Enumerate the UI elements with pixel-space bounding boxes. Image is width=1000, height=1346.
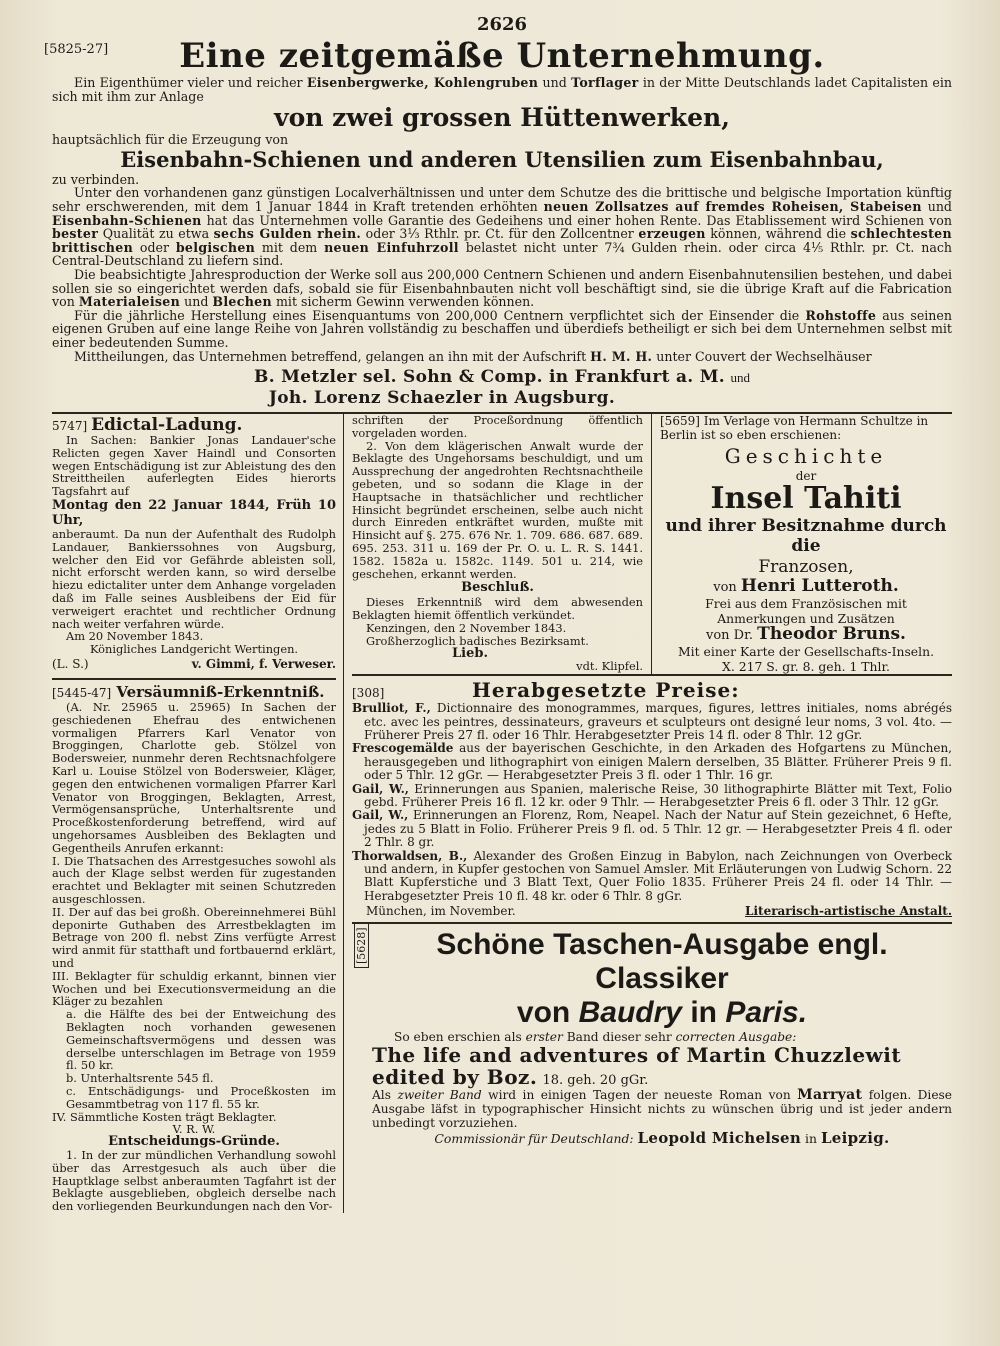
- ad-headline: Eine zeitgemäße Unternehmung.: [179, 36, 825, 76]
- ad-reference: [5825-27]: [44, 42, 109, 57]
- ad-keyword: neuen Einfuhrzoll: [324, 239, 459, 255]
- classics-text: Als: [372, 1088, 391, 1103]
- classics-emphasis: zweiter Band: [397, 1088, 482, 1103]
- ad-keyword: Materialeisen: [78, 294, 181, 310]
- city-name: Paris.: [725, 996, 808, 1030]
- classics-commissioner: [372, 1130, 952, 1147]
- top-advertisement: [44, 36, 952, 409]
- price-item-text: Erinnerungen aus Spanien, malerische Reise, 30 lithographirte Blätter mit Text, Folio gebd. Früherer Preis 16 fl. 12 kr. oder 9 Thlr. — Herabgesetzter Preis 6 fl. oder 3 Thlr. 12 gGr.: [364, 781, 952, 809]
- ad-paragraph-4: [52, 309, 952, 350]
- ad-paragraph-3: [52, 268, 952, 309]
- prices-signature: [352, 903, 952, 924]
- ad-keyword: belgischen: [175, 239, 256, 255]
- book-translation-note: Frei aus dem Französischen mit Anmerkungen und Zusätzen: [705, 596, 907, 627]
- editor-name: Theodor Bruns.: [757, 624, 906, 645]
- ad-text: mit sicherm Gewinn verwenden können.: [275, 294, 535, 310]
- edict-date: Montag den 22 Januar 1844, Früh 10 Uhr,: [52, 498, 336, 529]
- classics-text: Band dieser sehr: [566, 1030, 672, 1045]
- right-area: [344, 414, 952, 1213]
- ad-text: Ein Eigenthümer vieler und reicher: [74, 75, 303, 90]
- firm-name: B. Metzler sel. Sohn & Comp. in Frankfurt a. M.: [254, 367, 726, 388]
- edict-date-place: Am 20 November 1843.: [66, 629, 204, 644]
- reduced-prices-notice: [352, 674, 952, 924]
- ad-display-line-2: Eisenbahn-Schienen und anderen Utensilien zum Eisenbahnbau,: [120, 146, 884, 172]
- city-name: Leipzig.: [820, 1129, 890, 1148]
- price-item-lead: Gail, W.,: [352, 808, 409, 823]
- edict-text: In Sachen: Bankier Jonas Landauer'sche Relicten gegen Xaver Haindl und Consorten wegen Entschädigung ist zur Ableistung des den Streittheilen auferlegten Eides hierorts Tagsfahrt auf: [52, 433, 336, 499]
- price-item-text: Alexander des Großen Einzug in Babylon, nach Zeichnungen von Overbeck und andern, in Kupfer gestochen von Samuel Amsler. Mit Erläuterungen von Ludwig Schorn. 22 Blatt Kupferstiche und 3 Blatt Text, Quer Folio 1835. Früherer Preis 24 fl. oder 14 Thlr. — Herabgesetzter Preis 10 fl. 48 kr. oder 6 Thlr. 8 gGr.: [364, 848, 952, 903]
- book-map-note: Mit einer Karte der Gesellschafts-Inseln.: [677, 644, 935, 660]
- judgment-item: II. Der auf das bei großh. Obereinnehmerei Bühl deponirte Guthaben des Arrestbeklagten im Betrage von 200 fl. nebst Zins verfügte Arrest wird anmit für statthaft und fortbauernd erklärt, und: [52, 904, 336, 970]
- classics-text: in: [690, 996, 717, 1030]
- english-classics-ad: [352, 924, 952, 1147]
- edict-heading: [52, 414, 336, 434]
- judgment-subitem: a. die Hälfte des bei der Entweichung des Beklagten noch vorhanden gewesenen Gemeinschaftsvermögens und dessen was derselbe unterschlagen im Betrage von 1959 fl. 50 kr.: [66, 1007, 336, 1073]
- book-text: von Dr.: [706, 628, 754, 644]
- default-judgment-text: (A. Nr. 25965 u. 25965) In Sachen der geschiedenen Ehefrau des entwichenen vormaligen Pfarrers Karl Venator von Broggingen, Charlotte geb. Stölzel von Bodersweier, nunmehr deren Rechtsnachfolgere Karl u. Louise Stölzel von Bodersweier, Kläger, gegen den entwichenen vormaligen Pfarrer Karl Venator von Broggingen, Beklagten, Arrest, Vermögensansprüche, Unterhaltsrente und Proceßkostenforderung betreffend, wird auf ungehorsames Ausbleiben des Beklagten und Gegentheils Anrufen erkannt:: [52, 700, 336, 855]
- price-item-lead: Gail, W.,: [352, 781, 409, 796]
- ad-text: Die beabsichtigte Jahresproduction der Werke soll aus 200,000 Centnern Schienen und andern Eisenbahnutensilien bestehen, und dabei sollen sie so eingerichtet werden dafs, sobald sie für Eisenbahnbauten nicht voll beschäftigt sind, sie die übrige Kraft auf die Fabrication von: [52, 266, 952, 310]
- classics-subtitle: [372, 996, 952, 1030]
- decision-countersign: vdt. Klipfel.: [576, 659, 643, 674]
- notice-title: Herabgesetzte Preise:: [472, 678, 740, 703]
- price-item: [352, 783, 952, 810]
- ad-text: und: [730, 370, 750, 386]
- notice-reference: [308]: [352, 686, 385, 701]
- ad-keyword: H. M. H.: [590, 348, 653, 364]
- notice-reference: [5445-47]: [52, 686, 112, 701]
- edict-court: Königliches Landgericht Wertingen.: [89, 642, 299, 657]
- decision-court: Großherzoglich badisches Bezirksamt.: [366, 633, 589, 648]
- decision-signer: Lieb.: [452, 645, 488, 661]
- price-item-lead: Brulliot, F.,: [352, 701, 431, 716]
- decision-text: Dieses Erkenntniß wird dem abwesenden Beklagten hiemit öffentlich verkündet.: [352, 595, 643, 623]
- book-price: X. 217 S. gr. 8. geh. 1 Thlr.: [722, 659, 890, 675]
- classics-text: folgen. Diese Ausgabe läfst in typographischer Hinsicht nichts zu wünschen übrig und ist jeder andern unbedingt vorzuziehen.: [372, 1088, 953, 1131]
- ad-text: unter Couvert der Wechselhäuser: [656, 348, 872, 364]
- price-item-lead: Thorwaldsen, B.,: [352, 848, 468, 863]
- ad-text: und: [542, 75, 567, 90]
- book-title-article: der: [795, 469, 817, 484]
- ad-keyword: bester: [52, 226, 99, 242]
- classics-text: in: [805, 1131, 817, 1147]
- notice-title: Edictal-Ladung.: [91, 415, 243, 436]
- ad-text: in der Mitte Deutschlands ladet Capitalisten ein sich mit ihm zur Anlage: [52, 75, 952, 104]
- ad-keyword: Eisenbahn-Schienen: [52, 212, 202, 228]
- ad-text: und: [184, 294, 209, 310]
- columns-section: [52, 412, 952, 1213]
- classics-ref-box: [352, 928, 372, 1147]
- seal-mark: (L. S.): [52, 657, 89, 672]
- book-title-word: Geschichte: [724, 444, 888, 469]
- ad-text: oder 3⅓ Rthlr. pr. Ct. für den Zollcentner: [365, 226, 634, 242]
- ad-text: Mittheilungen, das Unternehmen betreffend, gelangen an ihn mit der Aufschrift: [74, 348, 587, 364]
- prices-firm: Literarisch-artistische Anstalt.: [745, 904, 952, 919]
- judgment-vrw: V. R. W.: [172, 1122, 216, 1137]
- default-judgment-items: [52, 855, 336, 1124]
- price-item-text: Dictionnaire des monogrammes, marques, figures, lettres initiales, noms abrégés etc. avec les peintres, dessinateurs, graveurs et sculpteurs ont designé leur noms, 3 vol. 4to. — Früherer Preis 27 fl. oder 16 Thlr. Herabgesetzter Preis 14 fl. oder 8 Thlr. 12 gGr.: [364, 701, 952, 742]
- ad-text-line: hauptsächlich für die Erzeugung von: [52, 132, 289, 148]
- page-number: 2626: [476, 14, 528, 35]
- price-item: [352, 809, 952, 849]
- ad-keyword: Torflager: [571, 75, 639, 90]
- notice-reference: 5747]: [52, 419, 88, 434]
- ad-text: mit dem: [261, 239, 318, 255]
- classics-body: [372, 928, 952, 1147]
- ad-banking-houses: [52, 367, 952, 408]
- ad-paragraph-5: [52, 350, 952, 364]
- ad-display-line-1: von zwei grossen Hüttenwerken,: [274, 103, 730, 133]
- book-author: [660, 578, 952, 596]
- right-top-row: [352, 414, 952, 674]
- book-price: 18. geh. 20 gGr.: [542, 1073, 649, 1089]
- signer-name: v. Gimmi, f. Verweser.: [191, 657, 336, 672]
- ad-paragraph-1: [52, 76, 952, 103]
- classics-emphasis: correcten Ausgabe:: [675, 1030, 797, 1045]
- decision-title: Beschluß.: [461, 580, 534, 596]
- judgment-subitem: b. Unterhaltsrente 545 fl.: [66, 1071, 214, 1086]
- continued-text: schriften der Proceßordnung öffentlich vorgeladen worden.: [352, 413, 643, 440]
- edict-signature: [52, 656, 336, 672]
- notice-title: Versäumniß-Erkenntniß.: [116, 683, 325, 702]
- price-item: [352, 702, 952, 742]
- notice-reference: [5628]: [354, 924, 369, 969]
- judgment-subitem: c. Entschädigungs- und Proceßkosten im Gesammtbetrag von 117 fl. 55 kr.: [66, 1083, 336, 1111]
- default-judgment-heading: [52, 680, 336, 701]
- ad-keyword: Eisenbergwerke, Kohlengruben: [306, 75, 539, 90]
- edict-text-2: anberaumt. Da nun der Aufenthalt des Rudolph Landauer, Bankierssohnes von Augsburg, welcher den Eid vor Gefährde ableisten soll, nicht erforscht werden kann, so wird derselbe hiezu edictaliter unter dem Anhange vorgeladen daß im Falle seines Ausbleibens der Eid für verweigert erachtet und rechtlicher Ordnung nach weiter verfahren würde.: [52, 527, 336, 631]
- ad-text-line: zu verbinden.: [52, 171, 140, 187]
- judgment-item: III. Beklagter für schuldig erkannt, binnen vier Wochen und bei Executionsvermeidung an die Kläger zu bezahlen: [52, 968, 336, 1009]
- reasons-title: Entscheidungs-Gründe.: [108, 1134, 280, 1150]
- classics-book-line: [372, 1044, 952, 1088]
- ad-keyword: Blechen: [212, 294, 272, 310]
- middle-column: [352, 414, 652, 674]
- book-title: The life and adventures of Martin Chuzzlewit edited by Boz.: [372, 1043, 902, 1090]
- left-column: [52, 414, 344, 1213]
- book-editor: [660, 626, 952, 644]
- prices-heading: [352, 678, 952, 702]
- classics-title: Schöne Taschen-Ausgabe engl. Classiker: [436, 928, 888, 996]
- price-item: [352, 742, 952, 782]
- ad-paragraph-2: [52, 186, 952, 268]
- judgment-reasoning: 2. Von dem klägerischen Anwalt wurde der Beklagte des Ungehorsams beschuldigt, und um Aussprechung der angedrohten Rechtsnachtheile gebeten, und so sodann die Klage in der Hauptsache in thatsächlicher und rechtlicher Hinsicht begründet erscheinen, selbe auch nicht durch Einreden entkräftet wurden, mußte mit Hinsicht auf §. 275. 676 Nr. 1. 709. 686. 687. 689. 695. 253. 311 u. 169 der Pr. O. u. L. R. S. 1441. 1582. 1582a u. 1582c. 1149. 501 u. 214, wie geschehen, erkannt werden.: [352, 438, 643, 581]
- book-advertisement: [652, 414, 952, 674]
- ad-keyword: sechs Gulden rhein.: [213, 226, 362, 242]
- classics-text: Commissionär für Deutschland:: [434, 1131, 634, 1147]
- ad-keyword: neuen Zollsatzes auf fremdes Roheisen, Stabeisen: [543, 198, 922, 214]
- author-name: Henri Lutteroth.: [740, 576, 899, 597]
- book-title-sub-2: Franzosen,: [758, 557, 854, 578]
- author-name: Marryat: [797, 1087, 863, 1104]
- ad-text: Qualität zu etwa: [102, 226, 210, 242]
- classics-text: wird in einigen Tagen der neueste Roman von: [488, 1088, 791, 1103]
- judgment-item: IV. Sämmtliche Kosten trägt Beklagter.: [52, 1109, 277, 1124]
- ad-text: aus seinen eigenen Gruben auf eine lange Reihe von Jahren vollständig zu beschaffen und überdiefs betheiligt er sich bei dem Unternehmen selbst mit einer bedeutenden Summe.: [52, 307, 952, 350]
- classics-line-2: [372, 1088, 952, 1130]
- classics-line-1: [372, 1030, 952, 1044]
- ad-keyword: erzeugen: [638, 226, 706, 242]
- decision-place-date: Kenzingen, den 2 November 1843.: [366, 621, 567, 636]
- publisher-name: Baudry: [578, 996, 682, 1030]
- prices-place: München, im November.: [366, 904, 516, 919]
- ad-text: oder: [139, 239, 169, 255]
- ad-text: Für die jährliche Herstellung eines Eisenquantums von 200,000 Centnern verpflichtet sich der Einsender die: [74, 307, 800, 323]
- book-title-sub: und ihrer Besitznahme durch die: [665, 516, 947, 557]
- book-title-main: Insel Tahiti: [710, 481, 902, 517]
- ad-keyword: Rohstoffe: [805, 307, 877, 323]
- commissioner-name: Leopold Michelsen: [637, 1129, 802, 1148]
- price-item-text: aus der bayerischen Geschichte, in den Arkaden des Hofgartens zu München, herausgegeben und lithographirt von einigen Malern derselben, 35 Blätter. Früherer Preis 9 fl. oder 5 Thlr. 12 gGr. — Herabgesetzter Preis 3 fl. oder 1 Thlr. 16 gr.: [364, 741, 952, 783]
- ad-text: können, während die: [710, 226, 847, 242]
- book-ad-intro: [5659] Im Verlage von Hermann Schultze in Berlin ist so eben erschienen:: [660, 414, 929, 443]
- ad-keyword: schlechtesten brittischen: [52, 226, 952, 255]
- classics-text: So eben erschien als: [394, 1030, 522, 1045]
- book-text: von: [713, 580, 737, 596]
- ad-text: belastet nicht unter 7¾ Gulden rhein. oder circa 4⅕ Rthlr. pr. Ct. nach Central-Deutschland zu liefern sind.: [52, 239, 952, 269]
- reasons-text: 1. In der zur mündlichen Verhandlung sowohl über das Arrestgesuch als auch über die Hauptklage selbst anberaumten Tagfahrt ist der Beklagte ausgeblieben, obgleich derselbe nach den vorliegenden Beurkundungen nach den Vor-: [52, 1147, 336, 1214]
- ad-text: Unter den vorhandenen ganz günstigen Localverhältnissen und unter dem Schutze des die brittische und belgische Importation künftig sehr erschwerenden, mit dem 1 Januar 1844 in Kraft tretenden erhöhten: [52, 185, 952, 214]
- judgment-item: I. Die Thatsachen des Arrestgesuches sowohl als auch der Klage selbst werden für zugestanden erachtet und Beklagter mit seinen Schutzreden ausgeschlossen.: [52, 853, 336, 906]
- ad-text: und: [927, 198, 952, 214]
- price-item: [352, 850, 952, 904]
- ad-text: hat das Unternehmen volle Garantie des Gedeihens und einer hohen Rente. Das Etablissement wird Schienen von: [206, 212, 952, 228]
- price-item-text: Erinnerungen an Florenz, Rom, Neapel. Nach der Natur auf Stein gezeichnet, 6 Hefte, jedes zu 5 Blatt in Folio. Früherer Preis 9 fl. od. 5 Thlr. 12 gr. — Herabgesetzter Preis 4 fl. oder 2 Thlr. 8 gr.: [364, 808, 952, 850]
- firm-name: Joh. Lorenz Schaezler in Augsburg.: [268, 388, 616, 409]
- price-item-lead: Frescogemälde: [352, 741, 454, 756]
- classics-text: von: [516, 996, 571, 1030]
- classics-emphasis: erster: [525, 1030, 563, 1045]
